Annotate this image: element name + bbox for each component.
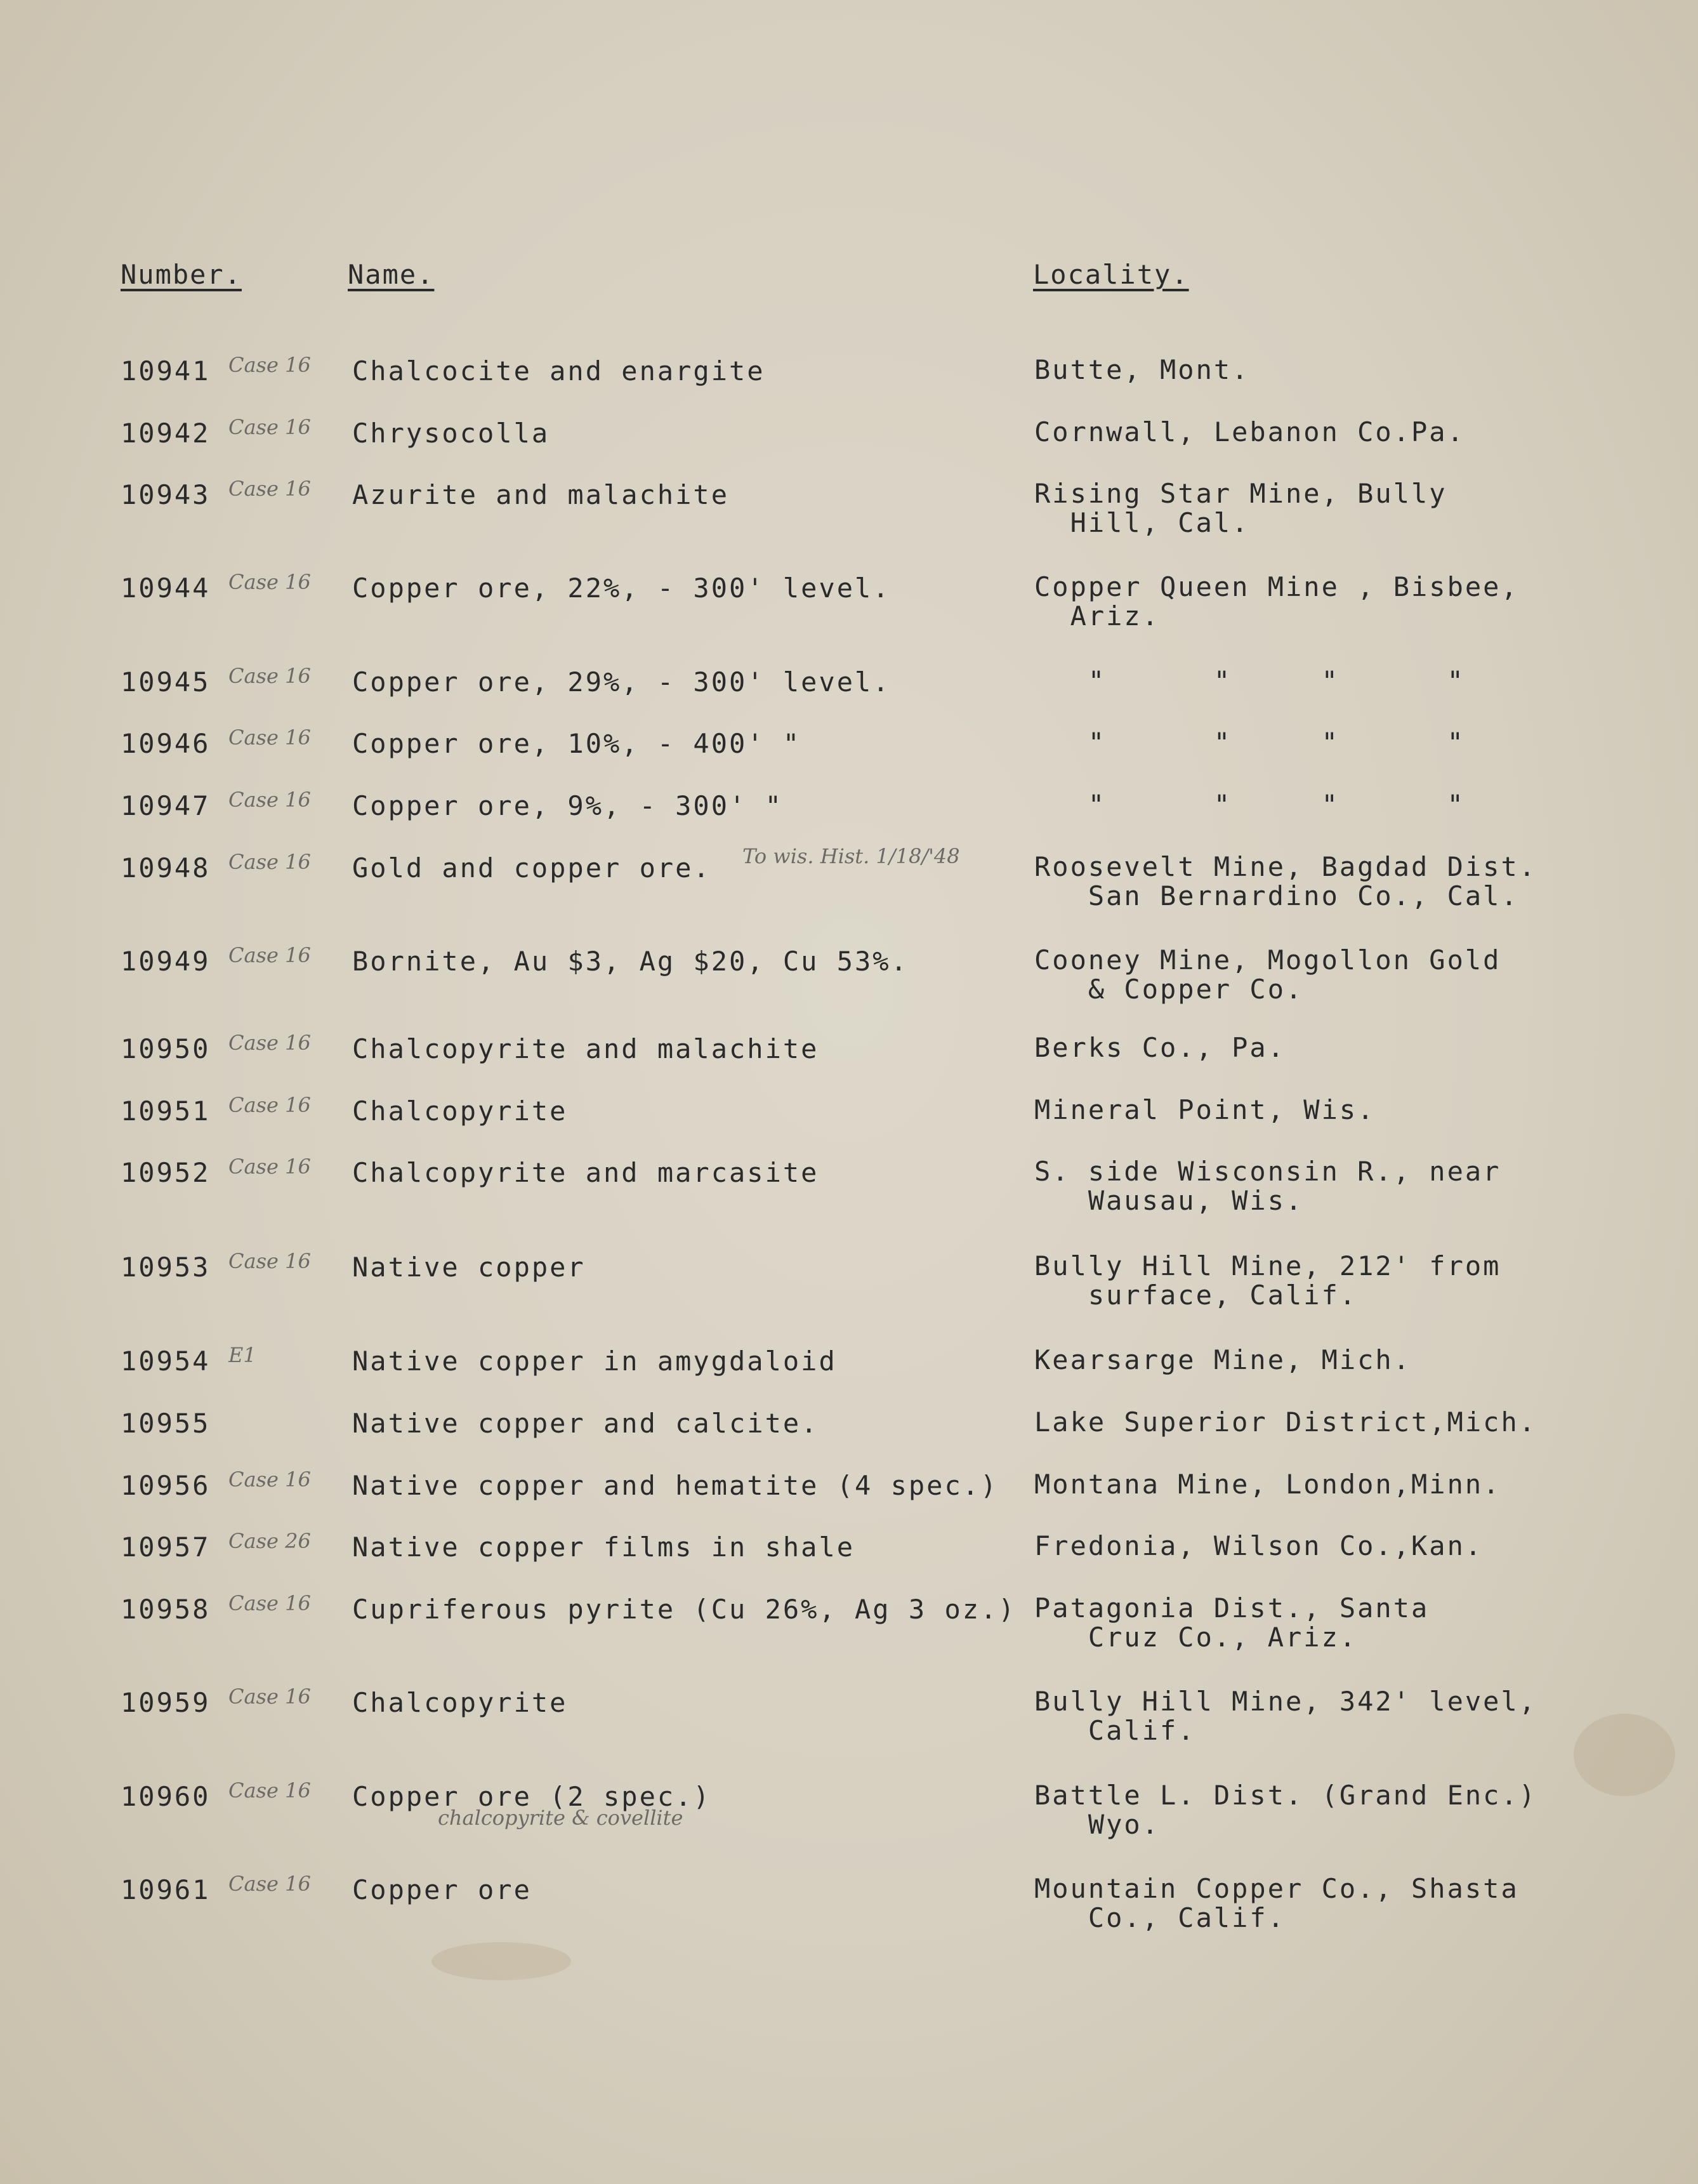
case-annotation: Case 16 [228,477,311,501]
specimen-name: Chrysocolla [352,418,550,449]
specimen-name: Native copper [352,1252,586,1283]
specimen-locality: " " " " [1034,665,1465,696]
case-annotation: Case 16 [228,1093,311,1117]
specimen-number: 10942 [121,418,211,449]
specimen-name: Chalcocite and enargite [352,355,765,387]
specimen-name: Native copper and calcite. [352,1408,819,1439]
specimen-name: Cupriferous pyrite (Cu 26%, Ag 3 oz.) [352,1594,1017,1625]
specimen-number: 10954 [121,1346,211,1377]
specimen-name: Native copper and hematite (4 spec.) [352,1470,999,1501]
specimen-number: 10947 [121,790,211,821]
specimen-number: 10953 [121,1252,211,1283]
case-annotation: E1 [228,1343,256,1367]
specimen-number: 10956 [121,1470,211,1501]
specimen-number: 10944 [121,572,211,604]
specimen-locality: Lake Superior District,Mich. [1034,1406,1537,1438]
case-annotation: Case 16 [228,1872,311,1896]
specimen-locality: Patagonia Dist., Santa Cruz Co., Ariz. [1034,1592,1430,1653]
specimen-locality: Battle L. Dist. (Grand Enc.) Wyo. [1034,1780,1537,1840]
specimen-locality: Cornwall, Lebanon Co.Pa. [1034,416,1465,447]
specimen-number: 10943 [121,479,211,510]
specimen-locality: Roosevelt Mine, Bagdad Dist. San Bernardino Co., Cal. [1034,851,1537,911]
specimen-name: Copper ore, 9%, - 300' " [352,790,783,821]
case-annotation: Case 16 [228,1467,311,1492]
case-annotation: Case 16 [228,1249,311,1273]
case-annotation: Case 26 [228,1529,311,1553]
specimen-locality: Copper Queen Mine , Bisbee, Ariz. [1034,571,1519,632]
specimen-locality: " " " " [1034,789,1465,820]
case-annotation: Case 16 [228,725,311,750]
specimen-number: 10960 [121,1781,211,1812]
specimen-name: Chalcopyrite and marcasite [352,1157,819,1188]
case-annotation: Case 16 [228,353,311,377]
specimen-name: Copper ore, 10%, - 400' " [352,728,801,759]
specimen-locality: Montana Mine, London,Minn. [1034,1469,1501,1500]
specimen-number: 10941 [121,355,211,387]
header-locality: Locality. [1033,259,1189,290]
specimen-locality: Butte, Mont. [1034,354,1250,385]
specimen-name: Chalcopyrite [352,1095,568,1127]
specimen-number: 10950 [121,1033,211,1064]
specimen-name: Copper ore, 29%, - 300' level. [352,666,891,698]
specimen-locality: Fredonia, Wilson Co.,Kan. [1034,1530,1484,1561]
case-annotation: Case 16 [228,1778,311,1803]
specimen-name: Copper ore [352,1874,532,1905]
specimen-number: 10957 [121,1532,211,1563]
handwritten-note: chalcopyrite & covellite [438,1806,683,1830]
case-annotation: Case 16 [228,1591,311,1615]
specimen-number: 10961 [121,1874,211,1905]
specimen-locality: Bully Hill Mine, 212' from surface, Calif. [1034,1250,1501,1311]
specimen-name: Native copper films in shale [352,1532,855,1563]
specimen-name: Copper ore, 22%, - 300' level. [352,572,891,604]
header-name: Name. [348,259,435,290]
specimen-locality: S. side Wisconsin R., near Wausau, Wis. [1034,1156,1501,1216]
specimen-locality: Kearsarge Mine, Mich. [1034,1344,1412,1375]
specimen-number: 10949 [121,946,211,977]
specimen-name: Gold and copper ore. [352,852,711,884]
specimen-locality: Berks Co., Pa. [1034,1032,1286,1063]
case-annotation: Case 16 [228,1684,311,1709]
case-annotation: Case 16 [228,1155,311,1179]
case-annotation: Case 16 [228,943,311,967]
case-annotation: Case 16 [228,415,311,439]
specimen-locality: Mineral Point, Wis. [1034,1094,1376,1125]
specimen-number: 10945 [121,666,211,698]
specimen-name: Chalcopyrite [352,1687,568,1718]
specimen-number: 10948 [121,852,211,884]
case-annotation: Case 16 [228,664,311,688]
stain-spot [431,1942,571,1980]
stain-spot [1574,1714,1675,1796]
handwritten-note: To wis. Hist. 1/18/'48 [742,844,960,868]
header-number: Number. [121,259,242,290]
specimen-locality: " " " " [1034,727,1465,758]
specimen-name: Copper ore (2 spec.) [352,1781,711,1812]
specimen-name: Azurite and malachite [352,479,730,510]
specimen-locality: Bully Hill Mine, 342' level, Calif. [1034,1686,1537,1746]
specimen-locality: Rising Star Mine, Bully Hill, Cal. [1034,478,1447,538]
case-annotation: Case 16 [228,570,311,594]
specimen-number: 10946 [121,728,211,759]
specimen-name: Native copper in amygdaloid [352,1346,837,1377]
case-annotation: Case 16 [228,850,311,874]
specimen-number: 10952 [121,1157,211,1188]
specimen-number: 10959 [121,1687,211,1718]
specimen-number: 10955 [121,1408,211,1439]
specimen-locality: Mountain Copper Co., Shasta Co., Calif. [1034,1873,1519,1933]
specimen-locality: Cooney Mine, Mogollon Gold & Copper Co. [1034,944,1501,1005]
specimen-number: 10951 [121,1095,211,1127]
specimen-number: 10958 [121,1594,211,1625]
specimen-name: Chalcopyrite and malachite [352,1033,819,1064]
case-annotation: Case 16 [228,788,311,812]
specimen-name: Bornite, Au $3, Ag $20, Cu 53%. [352,946,909,977]
case-annotation: Case 16 [228,1031,311,1055]
